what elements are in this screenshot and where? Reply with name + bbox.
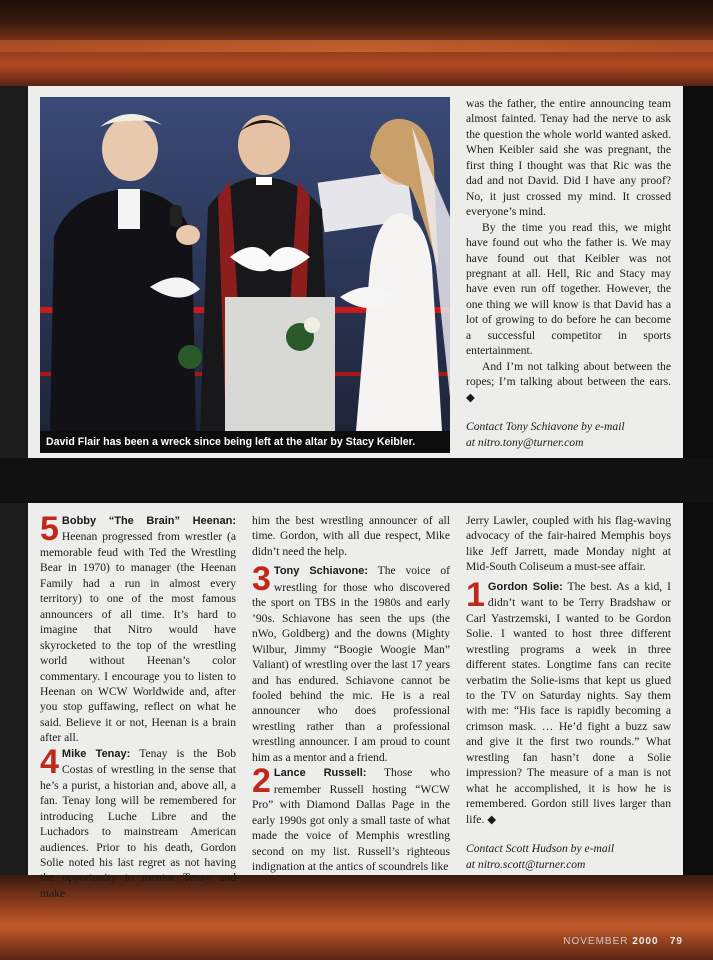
page-folio	[563, 936, 683, 947]
paragraph: And I’m not talking about between the ropes; I’m talking about between the ears. ◆	[466, 359, 671, 404]
column-3	[466, 513, 671, 872]
paragraph: him the best wrestling announcer of all time. Gordon, with all due respect, Mike didn’t need the help.	[252, 514, 450, 558]
wedding-photo	[40, 97, 450, 431]
entry-heading: Bobby “The Brain” Heenan:	[61, 515, 236, 527]
entry-heenan	[40, 510, 236, 746]
entry-text: Tenay is the Bob Costas of wrestling in the sense that he’s a purist, a historian and, above all, a fan. Tenay long will be remembered for introducing Luche Libre and the Luchadors to mainstream American audiences. Prior to his death, Gordon Solie noted his last regret as not having the opportunity to mentor Tenay and make	[40, 746, 237, 900]
entry-tenay	[40, 742, 237, 902]
entry-schiavone	[252, 560, 451, 765]
contact-email: at nitro.scott@turner.com	[466, 857, 586, 871]
paragraph: was the father, the entire announcing team almost fainted. Tenay had the nerve to ask the question the whole world wanted asked. When Keibler said she was pregnant, the first thing I thought was that Ric was the dad and not David. Did I have any proof? No, it just crossed my mind. It crossed everyone’s mind.	[466, 97, 671, 219]
entry-heading: Gordon Solie:	[487, 580, 563, 593]
contact-line: Contact Scott Hudson by e-mail	[466, 842, 615, 856]
top-decorative-band	[0, 0, 713, 86]
top-stripe	[0, 40, 713, 52]
entry-russell	[252, 762, 451, 874]
rank-number: 5	[40, 510, 59, 548]
entry-text: Those who remember Russell hosting “WCW Pro” with Diamond Dallas Page in the early 1990s got only a small taste of what made the voice of Memphis wrestling second on my list. Russell’s righteous indignation at the antics of scoundrels like	[252, 766, 451, 873]
page-number: 79	[669, 936, 683, 947]
rank-number: 4	[40, 742, 59, 781]
entry-text: Heenan progressed from wrestler (a memorable feud with Ted the Wrestling Bear in 1970) to manager (the Heenan Family had a run in almost every territory) to one of the most famous announcers of all time. It’s hard to imagine that Nitro would have skyrocketed to the top of the wrestling world without Heenan’s color commentary. I encourage you to listen to Heenan on WCW Worldwide and, after you stop guffawing, reflect on what he said. Believe it or not, Heenan is a brain after all.	[40, 530, 236, 745]
paragraph: Jerry Lawler, coupled with his flag-waving advocacy of the fair-haired Memphis boys like Jeff Jarrett, made Monday night at Mid-South Coliseum a must-see affair.	[466, 514, 671, 574]
photo-caption: David Flair has been a wreck since being left at the altar by Stacy Keibler.	[40, 431, 450, 453]
entry-heading: Mike Tenay:	[61, 747, 131, 760]
rank-number: 3	[252, 560, 271, 599]
entry-solie	[466, 575, 671, 827]
continued-column	[466, 96, 671, 450]
contact-line: Contact Tony Schiavone by e-mail	[466, 420, 625, 434]
contact-email: at nitro.tony@turner.com	[466, 435, 584, 449]
column-2	[252, 513, 450, 874]
folio-month: NOVEMBER	[563, 936, 629, 947]
rank-number: 2	[252, 762, 271, 801]
column-1	[40, 510, 237, 901]
paragraph: By the time you read this, we might have found out who the father is. We may have found out that Keibler was not pregnant at all. Hell, Ric and Stacy may have even run off together. However, the one thing we will know is that David has a lot of growing to do before he can become a successful competitor in sports entertainment.	[466, 220, 671, 358]
entry-heading: Tony Schiavone:	[273, 565, 369, 578]
entry-text: The best. As a kid, I didn’t want to be Terry Bradshaw or Carl Yastrzemski, I wanted to be Gordon Solie. I wanted to host three different wrestling programs a week in three different states. Longtime fans can recite verbatim the Solie-isms that kept us glued to the TV on Saturday nights. Say them with me: “His face is rapidly becoming a crimson mask. … He’d fight a buzz saw and give it the first two rounds.” What wrestling fan hasn’t done a Solie impression? The measure of a man is not what he accomplished, it is how he is remembered. Gordon still lives larger than life. ◆	[466, 579, 671, 826]
rank-number: 1	[466, 575, 485, 614]
entry-heading: Lance Russell:	[273, 767, 367, 780]
wedding-photo-illustration	[40, 97, 450, 431]
middle-divider-band	[0, 458, 713, 503]
folio-year: 2000	[632, 936, 659, 947]
entry-text: The voice of wrestling for those who discovered the sport on TBS in the 1980s and early ’90s. Schiavone has seen the ups (the nWo, Goldberg) and the downs (Mighty Wilbur, Jimmy “Boogie Woogie Man” Valiant) of wrestling over the last 17 years and has endured. Schiavone cannot be fooled behind the mic. He is a real announcer who does professional wrestling rather than a professional wrestling announcer. I am proud to count him as a mentor and a friend.	[252, 564, 451, 764]
